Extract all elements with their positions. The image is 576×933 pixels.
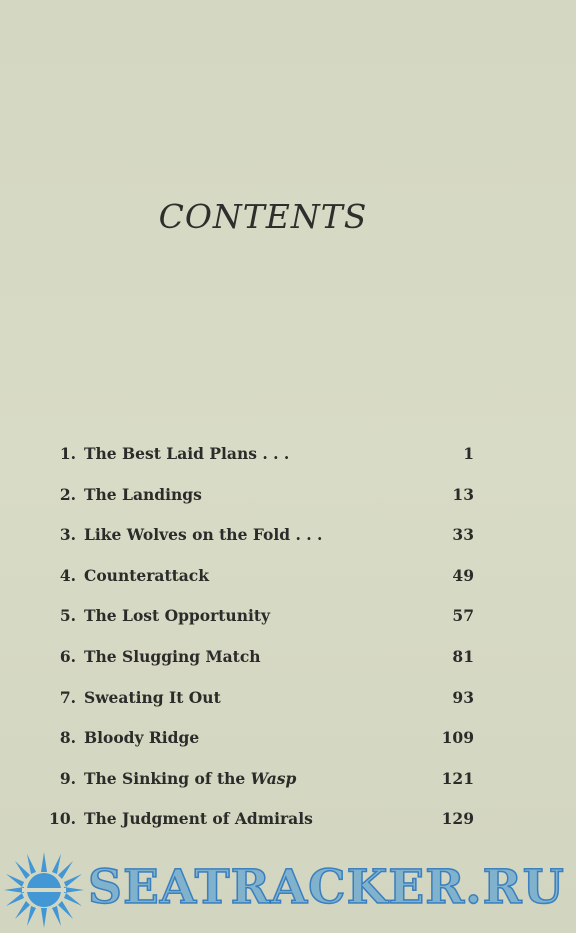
chapter-number: 3. [59,525,76,545]
chapter-title-prefix: The Sinking of the [84,768,251,788]
table-of-contents [48,438,478,844]
sun-logo-icon [0,850,88,930]
chapter-number: 2. [59,484,76,504]
toc-entry [48,803,478,844]
toc-entry [48,519,478,560]
page-number: 109 [441,728,474,748]
watermark [0,846,576,933]
chapter-number: 9. [59,768,76,788]
chapter-title: Sweating It Out [84,687,221,707]
toc-entry [48,682,478,723]
chapter-title: The Judgment of Admirals [84,809,313,829]
chapter-title: The Slugging Match [84,646,261,666]
chapter-number: 5. [59,606,76,626]
page-number: 129 [441,809,474,829]
ship-name: Wasp [250,768,297,788]
chapter-title: Like Wolves on the Fold . . . [84,525,323,545]
chapter-number: 1. [59,444,76,463]
chapter-number: 7. [59,687,76,707]
chapter-title [84,769,296,788]
page-number: 1 [463,444,474,463]
chapter-title: Bloody Ridge [84,728,200,748]
page-number: 57 [452,606,474,626]
chapter-title: The Landings [84,484,202,504]
chapter-title: The Best Laid Plans . . . [84,444,290,463]
toc-entry [48,722,478,763]
chapter-number: 4. [59,565,76,585]
page-number: 49 [452,565,474,585]
page-number: 93 [452,687,474,707]
toc-entry [48,600,478,641]
chapter-title: The Lost Opportunity [84,606,271,626]
page-number: 33 [452,525,474,545]
chapter-number: 8. [59,728,76,748]
page-number: 13 [452,484,474,504]
page-number: 81 [452,646,474,666]
chapter-title: Counterattack [84,565,209,585]
toc-entry [48,560,478,601]
toc-entry [48,479,478,520]
chapter-number: 10. [49,809,76,829]
toc-entry [48,763,478,804]
chapter-number: 6. [59,646,76,666]
toc-entry [48,438,478,479]
watermark-text: SEATRACKER.RU [88,860,565,915]
page-number: 121 [441,768,474,788]
page-title: CONTENTS [158,197,368,236]
toc-entry [48,641,478,682]
